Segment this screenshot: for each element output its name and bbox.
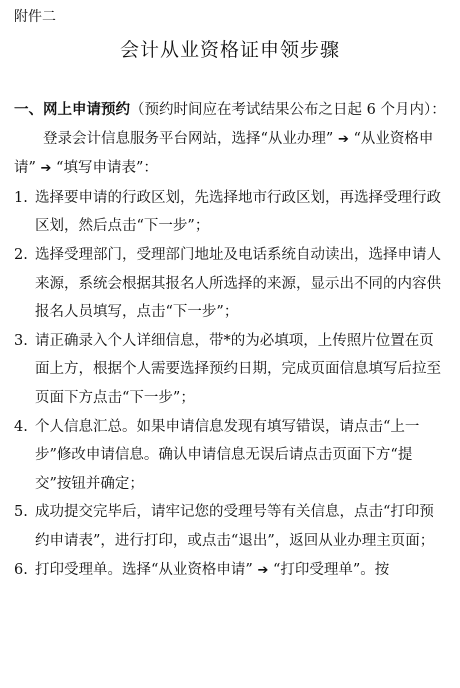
document-body [14,96,446,585]
step-number: 5. [14,504,28,521]
section-heading-note: （预约时间应在考试结果公布之日起 6 个月内）： [130,102,446,118]
intro-text-3: “填写申请表”： [56,160,158,177]
step-item [14,413,446,499]
step-item [14,241,446,327]
step-text: 请正确录入个人详细信息，带*的为必填项，上传照片位置在页面上方，根据个人需要选择预约日期，完成页面信息填写后拉至页面下方点击“下一步”； [35,332,442,406]
step-text: 选择要申请的行政区划，先选择地市行政区划，再选择受理行政区划，然后点击“下一步”； [35,189,442,235]
step-item [14,556,446,586]
step-text [35,556,446,586]
right-arrow-icon: ➔ [40,161,52,177]
annex-label: 附件二 [14,9,56,25]
step6-text-1: 打印受理单。选择“从业资格申请” [35,561,253,578]
step-item [14,327,446,413]
step-number: 1. [14,189,28,206]
section-heading-label: 一、网上申请预约 [14,101,130,118]
step-text: 个人信息汇总。如果申请信息发现有填写错误，请点击“上一步”修改申请信息。确认申请信息无误后请点击页面下方“提交”按钮并确定； [35,418,420,492]
step-number: 2. [14,246,28,263]
step-item [14,498,446,555]
step-number: 3. [14,332,28,349]
intro-paragraph [14,125,446,184]
document-title: 会计从业资格证申领步骤 [119,39,340,61]
step-number: 4. [14,418,28,435]
right-arrow-icon: ➔ [257,562,269,578]
step6-text-2: “打印受理单”。按 [272,561,390,578]
step-text: 成功提交完毕后，请牢记您的受理号等有关信息，点击“打印预约申请表”，进行打印，或点击“退出”，返回从业办理主页面； [35,504,435,549]
section-heading [14,96,446,125]
step-number: 6. [14,561,28,578]
intro-text-2: “从业资格申请” [14,130,434,177]
right-arrow-icon: ➔ [337,131,349,147]
step-item [14,184,446,241]
intro-text-1: 登录会计信息服务平台网站，选择“从业办理” [43,130,334,147]
step-text: 选择受理部门，受理部门地址及电话系统自动读出，选择申请人来源，系统会根据其报名人所选择的来源，显示出不同的内容供报名人员填写，点击“下一步”； [35,246,442,321]
